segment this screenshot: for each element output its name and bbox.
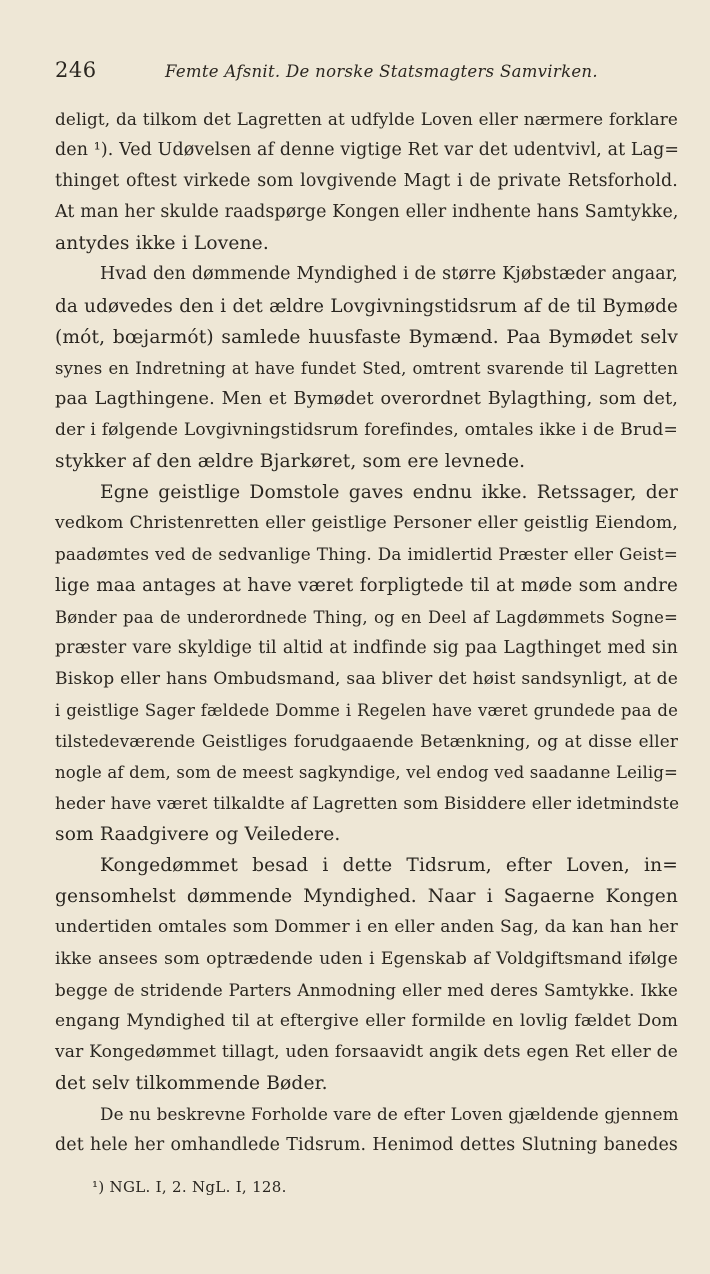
- text-line: stykker af den ældre Bjarkøret, som ere levnede.: [55, 451, 526, 473]
- text-line: var Kongedømmet tillagt, uden forsaavidt angik dets egen Ret eller de: [55, 1041, 678, 1062]
- text-line: Bønder paa de underordnede Thing, og en Deel af Lagdømmets Sogne=: [55, 607, 678, 627]
- text-line: den ¹). Ved Udøvelsen af denne vigtige Ret var det udentvivl, at Lag=: [55, 140, 680, 161]
- text-line: undertiden omtales som Dommer i en eller anden Sag, da kan han her: [55, 917, 678, 938]
- text-line: tilstedeværende Geistliges forudgaaende Betænkning, og at disse eller: [55, 730, 678, 751]
- text-line: vedkom Christenretten eller geistlige Personer eller geistlig Eiendom,: [55, 513, 678, 534]
- text-line: Kongedømmet besad i dette Tidsrum, efter Loven, in=: [100, 855, 678, 877]
- text-line: der i følgende Lovgivningstidsrum forefindes, omtales ikke i de Brud=: [55, 419, 678, 440]
- text-line: paadømtes ved de sedvanlige Thing. Da imidlertid Præster eller Geist=: [55, 544, 678, 565]
- text-line: da udøvedes den i det ældre Lovgivningstidsrum af de til Bymøde: [55, 295, 678, 317]
- text-line: det hele her omhandlede Tidsrum. Henimod dettes Slutning banedes: [55, 1135, 678, 1156]
- text-line: Hvad den dømmende Myndighed i de større Kjøbstæder angaar,: [100, 264, 678, 285]
- running-head: Femte Afsnit. De norske Statsmagters Samvirken.: [165, 62, 598, 81]
- body-text: [55, 104, 678, 1161]
- text-line: det selv tilkommende Bøder.: [55, 1072, 328, 1094]
- text-line: antydes ikke i Lovene.: [55, 233, 269, 255]
- text-line: Egne geistlige Domstole gaves endnu ikke. Retssager, der: [100, 482, 678, 504]
- text-line: i geistlige Sager fældede Domme i Regelen have været grundede paa de: [55, 700, 678, 720]
- text-line: præster vare skyldige til altid at indfinde sig paa Lagthinget med sin: [55, 637, 678, 658]
- text-line: begge de stridende Parters Anmodning eller med deres Samtykke. Ikke: [55, 979, 678, 1000]
- page-number: 246: [55, 58, 97, 82]
- page-header: [55, 58, 662, 86]
- text-line: De nu beskrevne Forholde vare de efter Loven gjældende gjennem: [100, 1104, 679, 1124]
- text-line: lige maa antages at have været forpligtede til at møde som andre: [55, 575, 678, 597]
- text-line: nogle af dem, som de meest sagkyndige, vel endog ved saadanne Leilig=: [55, 762, 678, 782]
- text-line: heder have været tilkaldte af Lagretten som Bisiddere eller idetmindste: [55, 793, 680, 814]
- text-line: som Raadgivere og Veiledere.: [55, 824, 341, 846]
- text-line: engang Myndighed til at eftergive eller formilde en lovlig fældet Dom: [55, 1010, 678, 1031]
- text-line: paa Lagthingene. Men et Bymødet overordnet Bylagthing, som det,: [55, 388, 678, 409]
- text-line: thinget oftest virkede som lovgivende Magt i de private Retsforhold.: [55, 171, 678, 192]
- text-line: At man her skulde raadspørge Kongen eller indhente hans Samtykke,: [55, 202, 679, 223]
- text-line: (mót, bœjarmót) samlede huusfaste Bymænd. Paa Bymødet selv: [55, 326, 678, 348]
- footnote: ¹) NGL. I, 2. NgL. I, 128.: [92, 1178, 287, 1196]
- text-line: synes en Indretning at have fundet Sted, omtrent svarende til Lagretten: [55, 358, 678, 378]
- text-line: gensomhelst dømmende Myndighed. Naar i Sagaerne Kongen: [55, 886, 678, 908]
- text-line: ikke ansees som optrædende uden i Egenskab af Voldgiftsmand ifølge: [55, 948, 678, 969]
- text-line: deligt, da tilkom det Lagretten at udfylde Loven eller nærmere forklare: [55, 109, 678, 129]
- text-line: Biskop eller hans Ombudsmand, saa bliver det høist sandsynligt, at de: [55, 668, 678, 689]
